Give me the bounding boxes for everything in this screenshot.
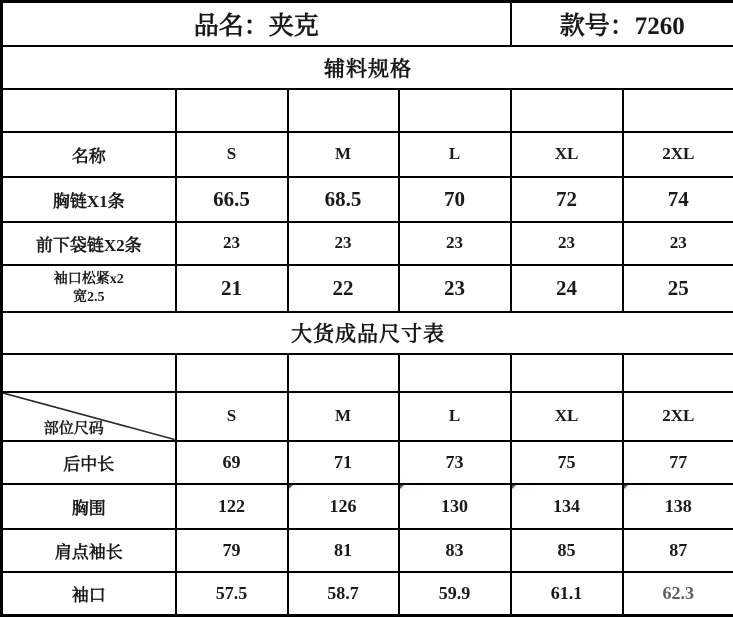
- empty-cell: [176, 89, 288, 131]
- value-cell: 61.1: [511, 572, 623, 616]
- row-label-cell: 胸链X1条: [2, 177, 176, 221]
- value-cell: 83: [399, 529, 511, 572]
- size-header-2xl: 2XL: [623, 392, 733, 440]
- column-header-name: 名称: [2, 132, 176, 177]
- green-corner-marker-icon: [288, 484, 294, 493]
- value-cell: 68.5: [288, 177, 399, 221]
- value-cell: 73: [399, 441, 511, 484]
- section-header-row: [2, 46, 733, 89]
- section-header-row: [2, 312, 733, 353]
- value-cell: 75: [511, 441, 623, 484]
- corner-header-cell: [2, 392, 176, 440]
- value-cell: 66.5: [176, 177, 288, 221]
- empty-cell: [511, 89, 623, 131]
- empty-cell: [623, 89, 733, 131]
- empty-cell: [2, 89, 176, 131]
- green-corner-marker-icon: [623, 484, 629, 493]
- title-row: [2, 2, 733, 46]
- size-header-xl: XL: [511, 132, 623, 177]
- size-header-s: S: [176, 132, 288, 177]
- value-cell: 77: [623, 441, 733, 484]
- value-text: 134: [553, 495, 581, 516]
- value-cell: 23: [623, 222, 733, 265]
- value-cell: 23: [511, 222, 623, 265]
- size-header-l: L: [399, 392, 511, 440]
- empty-cell: [2, 354, 176, 392]
- corner-header-label: 部位尺码: [43, 420, 104, 437]
- value-cell: 81: [288, 529, 399, 572]
- row-label-line1: 袖口松紧x2: [53, 271, 124, 287]
- value-cell: 21: [176, 265, 288, 312]
- size-header-row: [2, 392, 733, 440]
- table-row: [2, 529, 733, 572]
- value-cell: 87: [623, 529, 733, 572]
- size-header-2xl: 2XL: [623, 132, 733, 177]
- value-text: 138: [664, 495, 692, 516]
- value-cell: [399, 484, 511, 528]
- value-cell: 72: [511, 177, 623, 221]
- value-cell: [511, 484, 623, 528]
- value-cell: 23: [399, 222, 511, 265]
- value-cell: [623, 484, 733, 528]
- table-row: [2, 484, 733, 528]
- value-cell: 62.3: [623, 572, 733, 616]
- section-title-finished-sizes: 大货成品尺寸表: [2, 312, 733, 353]
- row-label-cell: 前下袋链X2条: [2, 222, 176, 265]
- value-cell: 70: [399, 177, 511, 221]
- empty-cell: [399, 354, 511, 392]
- row-label-cell: 后中长: [2, 441, 176, 484]
- size-header-s: S: [176, 392, 288, 440]
- row-label-cell: [2, 265, 176, 312]
- empty-cell: [399, 89, 511, 131]
- row-label-cell: 袖口: [2, 572, 176, 616]
- spacer-row: [2, 89, 733, 131]
- value-cell: 23: [176, 222, 288, 265]
- value-cell: 85: [511, 529, 623, 572]
- table-row: [2, 441, 733, 484]
- product-name-cell: 品名：夹克: [2, 2, 511, 46]
- empty-cell: [623, 354, 733, 392]
- size-header-row: [2, 132, 733, 177]
- size-header-m: M: [288, 132, 399, 177]
- value-text: 130: [441, 495, 468, 516]
- value-text: 126: [329, 495, 357, 516]
- value-cell: 57.5: [176, 572, 288, 616]
- empty-cell: [288, 89, 399, 131]
- empty-cell: [288, 354, 399, 392]
- value-cell: 79: [176, 529, 288, 572]
- value-cell: 122: [176, 484, 288, 528]
- row-label-cell: 肩点袖长: [2, 529, 176, 572]
- empty-cell: [511, 354, 623, 392]
- spacer-row: [2, 354, 733, 392]
- green-corner-marker-icon: [399, 484, 405, 493]
- table-row: [2, 222, 733, 265]
- value-cell: 71: [288, 441, 399, 484]
- green-corner-marker-icon: [511, 484, 517, 493]
- value-cell: 58.7: [288, 572, 399, 616]
- section-title-accessories: 辅料规格: [2, 46, 733, 89]
- table-row: [2, 177, 733, 221]
- row-label-line2: 宽2.5: [73, 289, 105, 305]
- size-header-xl: XL: [511, 392, 623, 440]
- value-cell: 24: [511, 265, 623, 312]
- style-number-cell: 款号：7260: [511, 2, 733, 46]
- table-row: [2, 265, 733, 312]
- value-cell: 69: [176, 441, 288, 484]
- empty-cell: [176, 354, 288, 392]
- size-header-l: L: [399, 132, 511, 177]
- value-cell: [288, 484, 399, 528]
- value-cell: 22: [288, 265, 399, 312]
- value-cell: 23: [288, 222, 399, 265]
- value-cell: 25: [623, 265, 733, 312]
- value-cell: 74: [623, 177, 733, 221]
- table-row: [2, 572, 733, 616]
- row-label-cell: 胸围: [2, 484, 176, 528]
- size-header-m: M: [288, 392, 399, 440]
- value-cell: 59.9: [399, 572, 511, 616]
- value-cell: 23: [399, 265, 511, 312]
